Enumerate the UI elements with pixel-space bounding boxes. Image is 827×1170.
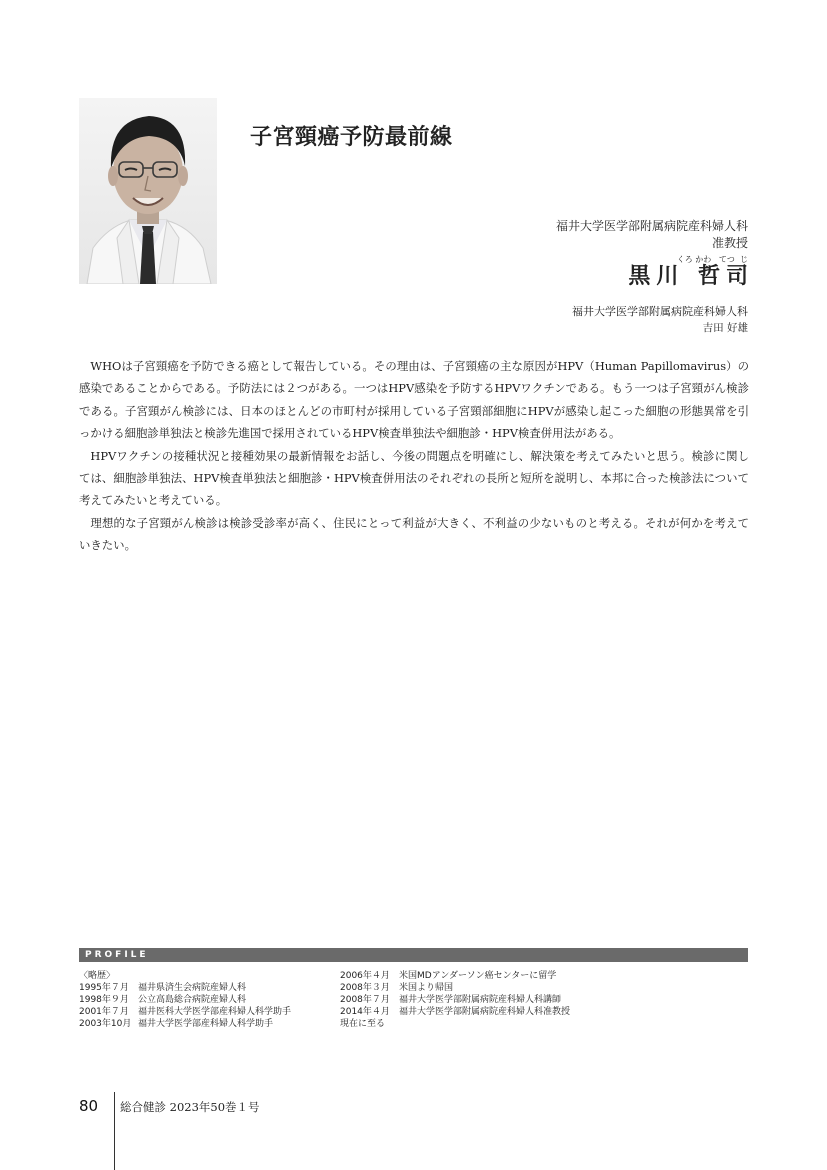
coauthor-block [572, 303, 748, 336]
author-block [555, 218, 754, 289]
author-name: 黒川 哲司 [628, 263, 754, 289]
profile-date: 2003年10月 [79, 1019, 132, 1029]
profile-text: 米国より帰国 [399, 983, 454, 993]
profile-date: 2001年７月 [79, 1007, 129, 1017]
body-paragraph: 理想的な子宮頸がん検診は検診受診率が高く、住民にとって利益が大きく、不利益の少ないものと考える。それが何かを考えていきたい。 [79, 515, 749, 553]
portrait-illustration [79, 98, 217, 284]
profile-entry [340, 1018, 570, 1030]
author-portrait-photo [79, 98, 217, 284]
article-title: 子宮頸癌予防最前線 [250, 125, 453, 150]
profile-entry [79, 994, 291, 1006]
profile-text: 米国MDアンダーソン癌センターに留学 [399, 971, 557, 981]
profile-column-right [340, 970, 570, 1030]
profile-date: 2014年４月 [340, 1007, 390, 1017]
profile-entry [79, 1018, 291, 1030]
profile-text: 福井大学医学部産科婦人科学助手 [138, 1019, 274, 1029]
profile-column-left [79, 970, 291, 1030]
profile-entry [340, 994, 570, 1006]
profile-text: 公立高島総合病院産婦人科 [138, 995, 247, 1005]
profile-entry [340, 982, 570, 994]
abstract-body [79, 355, 749, 557]
page-number: 80 [79, 1097, 99, 1115]
profile-text: 福井医科大学医学部産科婦人科学助手 [138, 1007, 292, 1017]
profile-date: 2008年７月 [340, 995, 390, 1005]
coauthor-affiliation: 福井大学医学部附属病院産科婦人科 [572, 305, 748, 318]
profile-date: 現在に至る [340, 1019, 386, 1029]
profile-entry [340, 970, 570, 982]
profile-date: 2006年４月 [340, 971, 390, 981]
author-position: 准教授 [711, 236, 748, 250]
profile-text: 福井大学医学部附属病院産科婦人科講師 [399, 995, 562, 1005]
author-affiliation: 福井大学医学部附属病院産科婦人科 [555, 219, 748, 233]
author-name-ruby: くろ かわ てつ じ [676, 255, 748, 264]
profile-date: 1995年７月 [79, 983, 129, 993]
profile-text: 福井大学医学部附属病院産科婦人科准教授 [399, 1007, 571, 1017]
profile-entry [340, 1006, 570, 1018]
profile-entry [79, 982, 291, 994]
profile-date: 2008年３月 [340, 983, 390, 993]
profile-date: 1998年９月 [79, 995, 129, 1005]
body-paragraph: HPVワクチンの接種状況と接種効果の最新情報をお話し、今後の問題点を明確にし、解決策を考えてみたいと思う。検診に関しては、細胞診単独法、HPV検査単独法と細胞診・HPV検査併用法のそれぞれの長所と短所を説明し、本邦に合った検診法について考えてみたいと考えている。 [79, 448, 749, 508]
coauthor-name: 吉田 好雄 [702, 322, 748, 334]
profile-entry [79, 1006, 291, 1018]
footer-divider [114, 1092, 115, 1170]
profile-text: 福井県済生会病院産婦人科 [138, 983, 247, 993]
body-paragraph: WHOは子宮頸癌を予防できる癌として報告している。その理由は、子宮頸癌の主な原因がHPV（Human Papillomavirus）の感染であることからである。予防法には２つがある。一つはHPV感染を予防するHPVワクチンである。もう一つは子宮頸がん検診である。子宮頸がん検診には、日本のほとんどの市町村が採用している子宮頸部細胞にHPVが感染し起こった細胞の形態異常を引っかける細胞診単独法と検診先進国で採用されているHPV検査単独法や細胞診・HPV検査併用法がある。 [79, 359, 749, 441]
journal-citation: 総合健診 2023年50巻１号 [120, 1100, 260, 1114]
profile-header-bar: PROFILE [79, 948, 748, 962]
profile-heading: 〈略歴〉 [79, 971, 116, 981]
